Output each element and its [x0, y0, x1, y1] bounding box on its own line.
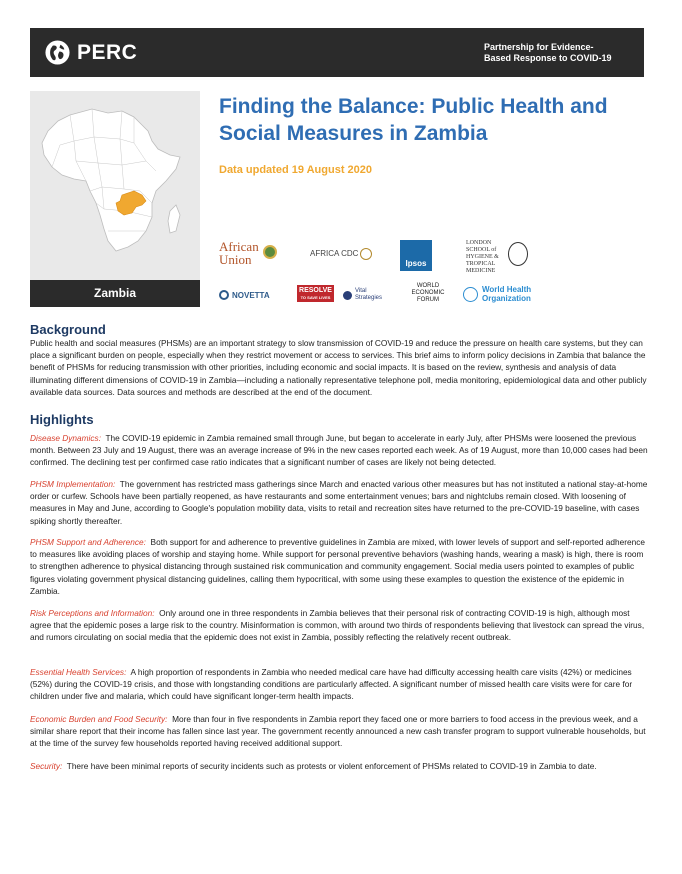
highlight-economic-burden [30, 713, 648, 750]
data-date: Data updated 19 August 2020 [219, 164, 373, 176]
highlight-security [30, 760, 648, 772]
african-union-logo [219, 240, 281, 266]
highlight-risk-perceptions [30, 607, 648, 644]
highlight-essential-health [30, 666, 648, 703]
highlight-disease-dynamics [30, 432, 648, 469]
wef-logo: WORLD ECONOMIC FORUM [411, 283, 445, 303]
lshtm-text: LONDON SCHOOL of HYGIENE & TROPICAL MEDICINE [466, 240, 499, 274]
highlights-heading: Highlights [30, 412, 94, 427]
africa-cdc-text: AFRICA CDC [310, 249, 359, 259]
highlight-label: PHSM Implementation: [30, 479, 116, 489]
perc-logo[interactable] [44, 39, 137, 66]
page-title: Finding the Balance: Public Health and Social Measures in Zambia [219, 95, 608, 145]
novetta-logo [219, 290, 270, 300]
header-tagline: Partnership for Evidence-Based Response to COVID-19 [484, 42, 612, 63]
highlight-label: PHSM Support and Adherence: [30, 537, 146, 547]
lshtm-logo [466, 240, 520, 275]
african-union-emblem-icon [263, 245, 277, 259]
africa-map [30, 91, 200, 307]
africa-cdc-emblem-icon [360, 248, 372, 260]
highlight-label: Economic Burden and Food Security: [30, 714, 168, 724]
vital-strategies-logo [343, 288, 385, 302]
highlight-text: The government has restricted mass gatherings since March and enacted various other measures but has not instituted a national stay-at-home order or curfew. Schools have been partially reopened, as have restaurants and some entertainment venues; bars and nightclubs remain closed. With loosening of measures in May and June, according to Google's population mobility data, visits to retail and recreation sites have returned to the pre-COVID-19 baseline, with cases spiking shortly thereafter. [30, 479, 648, 526]
highlight-label: Disease Dynamics: [30, 433, 102, 443]
highlight-text: A high proportion of respondents in Zambia who needed medical care have had difficulty accessing health care visits (42%) or medicines (52%) during the COVID-19 crisis, and those with longstanding conditions are particularly affected. A significant number of missed health care visits were for care for children under five and malaria, which could have significant longer-term health impacts. [30, 667, 633, 702]
highlight-text: Both support for and adherence to preventive guidelines in Zambia are mixed, with lower levels of support and self-reported adherence to measures like avoiding places of worship and staying home. While support for personal preventive behaviors (washing hands, wearing a mask) is high, there is room to strengthen adherence to physical distancing through sustained risk communication and community engagement. Social media users pointed to examples of public figures violating government physical distancing guidelines, calling them hypocritical, with some using these examples to question the existence of the epidemic in Zambia. [30, 537, 645, 596]
vital-strategies-mark-icon [343, 291, 352, 300]
resolve-subtext: TO SAVE LIVES [300, 295, 331, 300]
highlight-text: The COVID-19 epidemic in Zambia remained small through June, but began to accelerate in early July, after PHSMs were loosened the previous month. Between 23 July and 19 August, there was an average increase of 9% in the new cases reported each week. As of 19 August, more than 10,000 cases had been confirmed. The declining test per confirmed case ratio indicates that a significant number of cases are likely not being detected. [30, 433, 648, 468]
header-banner [30, 28, 644, 77]
resolve-logo [297, 285, 334, 302]
globe-icon [44, 39, 71, 66]
background-heading: Background [30, 322, 106, 337]
logo-text: PERC [77, 40, 138, 64]
who-text: World Health Organization [482, 285, 532, 303]
ipsos-logo: Ipsos [400, 240, 432, 271]
highlight-label: Security: [30, 761, 63, 771]
highlight-phsm-implementation [30, 478, 648, 527]
vital-strategies-text: Vital Strategies [355, 288, 383, 301]
highlight-text: Only around one in three respondents in Zambia believes that their personal risk of contracting COVID-19 is high, although most agree that the epidemic poses a large risk to the country. Misinformation is common, with around two thirds of respondents believing that livestock can spread the virus, and rumors circulating on social media that the epidemic does not exist in Zambia, possibly reflecting the relatively recent outbreak. [30, 608, 645, 643]
lshtm-crest-icon [508, 242, 528, 266]
highlight-text: There have been minimal reports of security incidents such as protests or violent enforcement of PHSMs related to COVID-19 in Zambia to date. [66, 761, 597, 771]
africa-map-graphic [30, 91, 200, 281]
highlight-label: Risk Perceptions and Information: [30, 608, 155, 618]
background-text: Public health and social measures (PHSMs) are an important strategy to slow transmission of COVID-19 and reduce the pressure on health care systems, but they can place a significant burden on people, especially when they restrict movement or access to services. This brief aims to inform policy decisions in Zambia that balance the benefit of PHSMs for reducing transmission with other priorities, including economic and social impacts. It is based on the review, synthesis and analysis of data illuminating different dimensions of COVID-19 in Zambia—including a nationally representative telephone poll, media monitoring, epidemiological data and other publicly available data sources. Data sources and methods are described at the end of the document. [30, 338, 647, 397]
novetta-mark-icon [219, 290, 229, 300]
highlight-text: More than four in five respondents in Zambia report they faced one or more barriers to food access in the previous week, and a similar share report that their income has fallen since last year. The government recently announced a new cash transfer program to support vulnerable households, but at the time of the survey few households reported having received additional support. [30, 714, 646, 749]
africa-cdc-logo [310, 248, 372, 260]
who-emblem-icon [463, 287, 478, 302]
country-label: Zambia [30, 280, 200, 307]
resolve-text: RESOLVE [299, 287, 332, 294]
highlight-label: Essential Health Services: [30, 667, 127, 677]
african-union-text: African Union [219, 239, 259, 267]
novetta-text: NOVETTA [232, 290, 270, 300]
who-logo [463, 285, 538, 303]
highlight-support-adherence [30, 536, 648, 597]
